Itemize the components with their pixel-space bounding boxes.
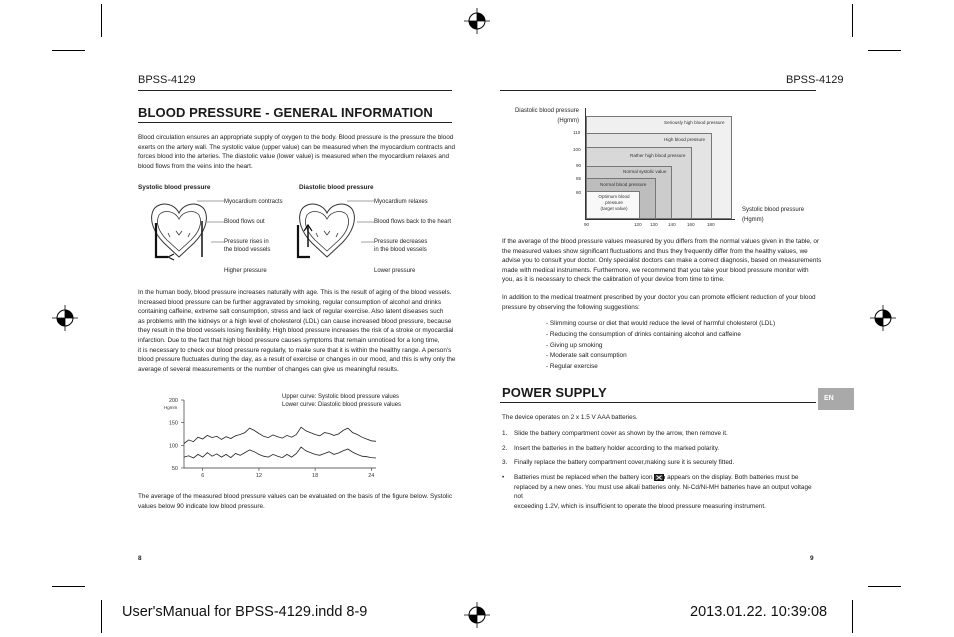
diastolic-label-relaxes: Myocardium relaxes: [374, 199, 428, 205]
suggestions-list: [546, 319, 775, 373]
diastolic-heading: Diastolic blood pressure: [299, 184, 374, 191]
y-tick-label: 50: [171, 466, 178, 472]
closing-paragraph: The average of the measured blood pressure values can be evaluated on the basis of the figure below. Systolic values below 90 indicate low blood pressure.: [138, 493, 453, 510]
right-model-header: BPSS-4129: [786, 74, 844, 86]
systolic-leader-lines: [195, 196, 225, 252]
list-item: - Slimming course or diet that would reduce the level of harmful cholesterol (LDL): [546, 320, 776, 327]
x-tick: 90: [584, 222, 590, 227]
zone-label-optimum: Optimum blood pressure (target value): [598, 194, 630, 211]
diagram-x-label: Systolic blood pressure (Hgmm): [742, 207, 805, 223]
x-tick: 140: [668, 222, 676, 227]
section-title-blood-pressure: BLOOD PRESSURE - GENERAL INFORMATION: [138, 105, 433, 120]
legend-upper-curve: Upper curve: Systolic blood pressure values: [282, 394, 400, 400]
registration-mark-icon: [52, 305, 78, 331]
list-item: - Moderate salt consumption: [546, 352, 627, 360]
y-tick-label: 100: [168, 443, 178, 450]
x-tick-label: 6: [201, 473, 205, 479]
diagram-x-axis: [585, 219, 735, 220]
intro-paragraph: Blood circulation ensures an appropriate supply of oxygen to the body. Blood pressure is the pressure the blood exerts on the artery wall. The systolic value (upper value) can be measured when the myocardium contracts and forces blood into the arteries. The diastolic value (lower value) is measured when the myocardium relaxes and blood flows from the veins into the heart.: [138, 134, 456, 170]
zone-label-rather-high: Rather high blood pressure: [630, 153, 686, 158]
y-unit-label: Hgmm: [164, 405, 178, 410]
power-step-3: 3. Finally replace the battery compartment cover,making sure it is securely fitted.: [502, 459, 735, 466]
aging-paragraph: In the human body, blood pressure increases naturally with age. This is the result of aging of the blood vessels. Increased blood pressure can be further aggravated by smoking, regular consumption of alcohol and drinks containing caffeine, extreme salt consumption, stress and lack of regular exercise. Also latent diseases such as problems with the kidneys or a high level of cholesterol (LDL) can cause increased blood pressure, because they result in the blood vessels losing flexibility. High blood pressure increases the risk of a stroke or myocardial infarction. Due to the fact that high blood pressure causes symptoms that remain unnoticed for a long time, it is necessary to check our blood pressure regularly, to make sure that it is within the healthy range. A person's blood pressure fluctuates during the day, as a result of exercise or changes in our mood, and this is why only the average of several measurements or the number of changes can give us meaningful results.: [138, 289, 456, 373]
zone-label-normal-systolic: Normal systolic value: [623, 169, 667, 174]
crop-mark: [101, 600, 102, 633]
power-section-rule: [500, 402, 816, 403]
y-tick-label: 150: [168, 420, 178, 427]
list-item: - Giving up smoking: [546, 341, 603, 349]
list-item: - Regular exercise: [546, 363, 598, 371]
x-tick-label: 24: [368, 473, 375, 479]
section-title-power-supply: POWER SUPPLY: [502, 385, 607, 400]
systolic-heading: Systolic blood pressure: [138, 184, 211, 191]
systolic-series-line: [184, 427, 376, 443]
y-tick: 100: [573, 147, 581, 152]
y-tick: 80: [576, 190, 582, 195]
y-tick: 85: [576, 176, 582, 181]
zone-label-seriously-high: Seriously high blood pressure: [664, 120, 725, 125]
crop-mark: [868, 50, 901, 51]
chart-legend: [282, 393, 401, 409]
slug-file-name: User'sManual for BPSS-4129.indd 8-9: [122, 604, 368, 620]
power-intro: The device operates on 2 x 1.5 V AAA batteries.: [502, 414, 638, 421]
consult-doctor-paragraph: If the average of the blood pressure values measured by you differs from the normal values given in the table, or the measured values show significant fluctuations and thus they frequently differ from the healthy values, we advise you to consult your doctor. Only specialist doctors can make a correct diagnosis, based on measurements made with medical instruments. Furthermore, we recommend that you take your blood pressure monitor with you, as it is necessary to check the calibration of your device from time to time.: [502, 238, 822, 284]
crop-mark: [101, 4, 102, 37]
left-header-rule: [138, 90, 452, 91]
right-header-rule: [500, 90, 816, 91]
language-tab-en[interactable]: EN: [818, 388, 854, 410]
systolic-label-pressure: Pressure rises in the blood vessels: [224, 239, 271, 253]
systolic-label-contracts: Myocardium contracts: [224, 199, 283, 205]
x-tick-label: 12: [255, 473, 262, 479]
diastolic-label-pressure: Pressure decreases in the blood vessels: [374, 239, 428, 253]
page-number-left: 8: [138, 555, 142, 562]
diastolic-leader-lines: [345, 196, 375, 252]
crop-mark: [868, 586, 901, 587]
crop-mark: [852, 600, 853, 633]
left-model-header: BPSS-4129: [138, 74, 196, 86]
crop-mark: [52, 586, 85, 587]
power-step-2: 2. Insert the batteries in the battery holder according to the marked polarity.: [502, 445, 720, 452]
zone-label-normal: Normal blood pressure: [600, 182, 647, 187]
x-tick: 130: [650, 222, 658, 227]
y-tick-label: 200: [168, 398, 178, 404]
registration-mark-icon: [464, 602, 490, 628]
battery-icon: [654, 474, 665, 481]
battery-note: • Batteries must be replaced when the battery icon appears on the display. Both batteries must be replaced by a new ones. You must use alkali batteries only. Ni-Cd/Ni-MH batteries have an output voltage not exceeding 1.2V, which is insufficient to operate the blood pressure measuring instrument.: [502, 474, 812, 510]
x-tick: 120: [634, 222, 642, 227]
section-rule: [138, 122, 452, 123]
systolic-caption: Higher pressure: [224, 268, 267, 274]
crop-mark: [52, 50, 85, 51]
y-tick: 90: [576, 163, 582, 168]
zone-label-high: High blood pressure: [664, 137, 706, 142]
suggestions-intro: In addition to the medical treatment prescribed by your doctor you can promote efficient reduction of your blood pressure by observing the following suggestions:: [502, 294, 816, 311]
diastolic-series-line: [184, 447, 376, 458]
x-tick: 160: [687, 222, 695, 227]
x-tick: 180: [707, 222, 715, 227]
diagram-y-label: Diastolic blood pressure (Hgmm): [514, 108, 579, 124]
crop-mark: [852, 4, 853, 37]
y-tick: 110: [573, 130, 581, 135]
slug-datetime: 2013.01.22. 10:39:08: [690, 604, 828, 620]
power-step-1: 1. Slide the battery compartment cover as shown by the arrow, then remove it.: [502, 430, 728, 437]
x-tick-label: 18: [312, 473, 319, 479]
registration-mark-icon: [464, 8, 490, 34]
legend-lower-curve: Lower curve: Diastolic blood pressure values: [282, 402, 402, 408]
systolic-label-flows-out: Blood flows out: [224, 219, 265, 225]
page-number-right: 9: [810, 555, 814, 562]
list-item: - Reducing the consumption of drinks containing alcohol and caffeine: [546, 330, 741, 338]
registration-mark-icon: [870, 305, 896, 331]
diastolic-label-flows-back: Blood flows back to the heart: [374, 219, 452, 225]
diastolic-caption: Lower pressure: [374, 268, 416, 274]
